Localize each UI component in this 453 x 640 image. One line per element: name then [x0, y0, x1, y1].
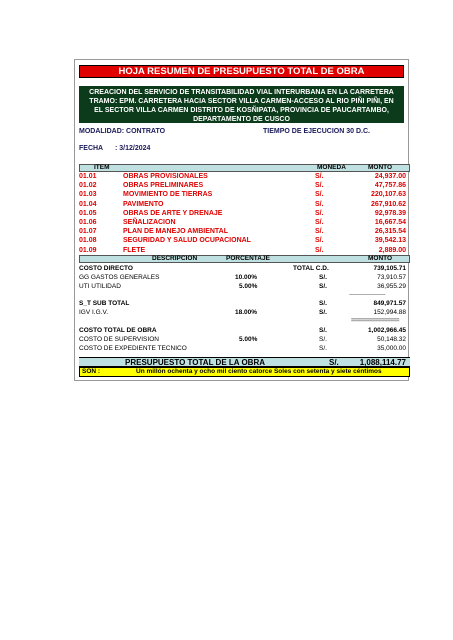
igv-amount: 152,994.88: [373, 309, 406, 316]
item-code: 01.08: [79, 237, 97, 245]
item-currency: S/.: [315, 173, 324, 180]
presupuesto-total-row: [79, 357, 410, 367]
item-amount: 2,889.00: [378, 246, 406, 254]
son-label: SON :: [82, 368, 101, 375]
supervision-row: [79, 336, 410, 345]
expediente-cur: S/.: [319, 345, 327, 352]
item-code: 01.01: [79, 173, 97, 180]
header-item: ITEM: [94, 164, 110, 171]
summary-header: [79, 255, 410, 263]
item-row: [79, 182, 410, 191]
gg-pct: 10.00%: [235, 274, 258, 281]
presupuesto-amount: 1,088,114.77: [359, 358, 406, 367]
item-name: MOVIMIENTO DE TIERRAS: [123, 191, 213, 199]
item-name: SEÑALIZACION: [123, 219, 176, 226]
item-row: [79, 173, 410, 182]
item-name: OBRAS PRELIMINARES: [123, 182, 204, 190]
item-code: 01.07: [79, 228, 97, 236]
item-row: [79, 210, 410, 219]
costo-directo-cur: TOTAL C.D.: [293, 265, 329, 272]
item-amount: 47,757.86: [374, 182, 406, 190]
item-amount: 16,667.54: [374, 219, 406, 226]
expediente-label: COSTO DE EXPEDIENTE TECNICO: [79, 345, 187, 352]
item-name: PLAN DE MANEJO AMBIENTAL: [123, 228, 228, 236]
items-header: [79, 164, 410, 172]
item-row: [79, 201, 410, 210]
uti-pct: 5.00%: [239, 283, 258, 290]
item-currency: S/.: [315, 219, 324, 226]
gastos-generales-row: [79, 274, 410, 283]
subtotal-label: S_T SUB TOTAL: [79, 300, 130, 307]
header-monto-summary: MONTO: [368, 255, 393, 262]
son-row: [79, 367, 410, 377]
tiempo-ejecucion-label: TIEMPO DE EJECUCION 30 D.C.: [263, 128, 370, 135]
item-code: 01.03: [79, 191, 97, 199]
subtotal-amount: 849,971.57: [373, 300, 406, 307]
supervision-label: COSTO DE SUPERVISION: [79, 336, 159, 343]
igv-cur: S/.: [319, 309, 327, 316]
costo-directo-row: [79, 265, 410, 274]
item-name: PAVIMENTO: [123, 200, 164, 208]
son-text: Un millón ochenta y ocho mil ciento catorce Soles con setenta y siete céntimos: [136, 368, 382, 375]
igv-row: [79, 309, 410, 318]
item-amount: 267,910.62: [370, 200, 406, 208]
item-row: [79, 191, 410, 200]
item-amount: 24,937.00: [374, 173, 406, 180]
item-amount: 39,542.13: [374, 237, 406, 245]
uti-label: UTI UTILIDAD: [79, 283, 121, 290]
supervision-amount: 50,148.32: [377, 336, 406, 343]
item-amount: 26,315.54: [374, 228, 406, 236]
header-descripcion: DESCRIPCION: [152, 255, 198, 262]
fecha-label: FECHA: [79, 145, 104, 152]
fecha-value: : 3/12/2024: [115, 145, 151, 152]
item-code: 01.09: [79, 246, 97, 254]
igv-label: IGV I.G.V.: [79, 309, 109, 316]
costo-directo-label: COSTO DIRECTO: [79, 265, 133, 272]
supervision-cur: S/.: [319, 336, 327, 343]
item-currency: S/.: [315, 182, 324, 190]
costo-total-cur: S/.: [319, 327, 327, 334]
header-monto: MONTO: [368, 164, 393, 171]
uti-amount: 36,955.29: [377, 283, 406, 290]
item-name: SEGURIDAD Y SALUD OCUPACIONAL: [123, 237, 251, 245]
costo-total-row: [79, 327, 410, 336]
item-amount: 92,978.39: [374, 209, 406, 217]
item-amount: 220,107.63: [370, 191, 406, 199]
item-row: [79, 237, 410, 246]
item-name: OBRAS PROVISIONALES: [123, 173, 208, 180]
costo-total-amount: 1,002,966.45: [368, 327, 406, 334]
header-moneda: MONEDA: [317, 164, 346, 171]
item-currency: S/.: [315, 228, 324, 236]
item-code: 01.06: [79, 219, 97, 226]
modalidad-label: MODALIDAD: CONTRATO: [79, 128, 166, 135]
gg-cur: S/.: [319, 274, 327, 281]
utilidad-row: [79, 283, 410, 292]
header-porcentaje: PORCENTAJE: [226, 255, 270, 262]
total-rule: ================: [351, 318, 400, 324]
item-name: FLETE: [123, 246, 146, 254]
item-code: 01.02: [79, 182, 97, 190]
item-currency: S/.: [315, 209, 324, 217]
sheet-title: HOJA RESUMEN DE PRESUPUESTO TOTAL DE OBRA: [79, 65, 404, 78]
subtotal-row: [79, 300, 410, 309]
subtotal-cur: S/.: [319, 300, 327, 307]
item-code: 01.05: [79, 209, 97, 217]
supervision-pct: 5.00%: [239, 336, 258, 343]
costo-directo-amount: 739,105.71: [373, 265, 406, 272]
budget-sheet: [74, 59, 409, 381]
igv-pct: 18.00%: [235, 309, 258, 316]
item-row: [79, 228, 410, 237]
uti-cur: S/.: [319, 283, 327, 290]
expediente-row: [79, 345, 410, 354]
item-currency: S/.: [315, 246, 324, 254]
item-currency: S/.: [315, 200, 324, 208]
item-code: 01.04: [79, 200, 97, 208]
costo-total-label: COSTO TOTAL DE OBRA: [79, 327, 157, 334]
item-name: OBRAS DE ARTE Y DRENAJE: [123, 209, 223, 217]
presupuesto-cur: S/.: [329, 358, 339, 367]
gg-label: GG GASTOS GENERALES: [79, 274, 160, 281]
expediente-amount: 35,000.00: [377, 345, 406, 352]
item-currency: S/.: [315, 237, 324, 245]
item-row: [79, 219, 410, 228]
item-currency: S/.: [315, 191, 324, 199]
gg-amount: 73,910.57: [377, 274, 406, 281]
project-description: CREACION DEL SERVICIO DE TRANSITABILIDAD VIAL INTERURBANA EN LA CARRETERA TRAMO: EPM. CARRETERA HACIA SECTOR VILLA CARMEN-ACCESO AL RIO PIÑI PIÑI, EN EL SECTOR VILLA CARMEN DISTRITO DE KOSÑIPATA, PROVINCIA DE PAUCARTAMBO, DEPARTAMENTO DE CUSCO: [79, 86, 404, 123]
presupuesto-label: PRESUPUESTO TOTAL DE LA OBRA: [125, 358, 266, 367]
subtotal-rule: ------------------------: [349, 292, 385, 298]
